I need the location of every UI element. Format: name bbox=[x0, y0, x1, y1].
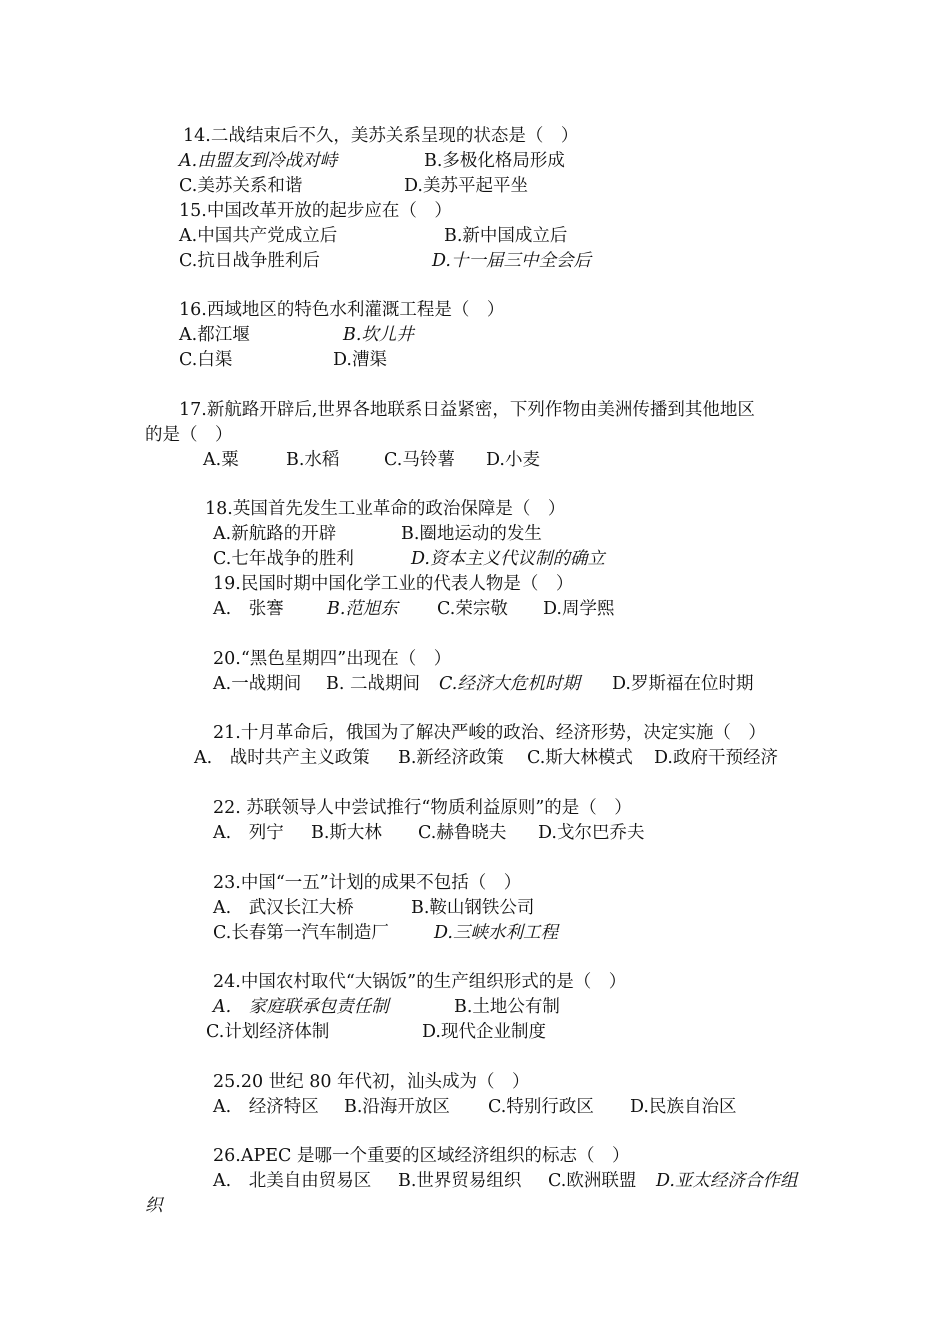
question-17-stem-line-1: 17.新航路开辟后,世界各地联系日益紧密，下列作物由美洲传播到其他地区 bbox=[179, 400, 755, 420]
question-21-stem: 21.十月革命后，俄国为了解决严峻的政治、经济形势，决定实施（ ） bbox=[213, 723, 766, 743]
question-18-option-a: A.新航路的开辟 bbox=[213, 524, 337, 544]
question-24-option-d: D.现代企业制度 bbox=[422, 1022, 546, 1042]
question-25-option-d: D.民族自治区 bbox=[630, 1097, 737, 1117]
question-16-option-b: B.坎儿井 bbox=[343, 325, 414, 345]
question-26-stem: 26.APEC 是哪一个重要的区域经济组织的标志（ ） bbox=[213, 1146, 630, 1166]
question-24-stem: 24.中国农村取代“大锅饭”的生产组织形式的是（ ） bbox=[213, 972, 627, 992]
question-17-stem-line-2: 的是（ ） bbox=[145, 425, 233, 445]
question-20-stem: 20.“黑色星期四”出现在（ ） bbox=[213, 649, 452, 669]
question-18-option-b: B.圈地运动的发生 bbox=[401, 524, 542, 544]
question-17-option-c: C.马铃薯 bbox=[384, 450, 455, 470]
question-20-option-a: A.一战期间 bbox=[213, 674, 302, 694]
question-20-option-d: D.罗斯福在位时期 bbox=[612, 674, 754, 694]
question-22-stem: 22. 苏联领导人中尝试推行“物质利益原则”的是（ ） bbox=[213, 798, 632, 818]
question-23-option-a: A. 武汉长江大桥 bbox=[213, 898, 354, 918]
question-23-option-c: C.长春第一汽车制造厂 bbox=[213, 923, 389, 943]
question-26-option-b: B.世界贸易组织 bbox=[398, 1171, 522, 1191]
question-22-option-a: A. 列宁 bbox=[213, 823, 284, 843]
question-16-stem: 16.西域地区的特色水利灌溉工程是（ ） bbox=[179, 300, 505, 320]
question-20-option-b: B. 二战期间 bbox=[326, 674, 420, 694]
question-17-option-a: A.粟 bbox=[203, 450, 239, 470]
question-15-option-b: B.新中国成立后 bbox=[444, 226, 568, 246]
question-25-option-a: A. 经济特区 bbox=[213, 1097, 319, 1117]
question-15-option-d: D.十一届三中全会后 bbox=[432, 251, 591, 271]
question-17-option-d: D.小麦 bbox=[486, 450, 540, 470]
question-21-option-d: D.政府干预经济 bbox=[654, 748, 778, 768]
question-19-stem: 19.民国时期中国化学工业的代表人物是（ ） bbox=[213, 574, 574, 594]
question-25-stem: 25.20 世纪 80 年代初，汕头成为（ ） bbox=[213, 1072, 530, 1092]
question-26-option-d-wrap: 织 bbox=[145, 1196, 163, 1216]
question-19-option-c: C.荣宗敬 bbox=[437, 599, 508, 619]
question-18-stem: 18.英国首先发生工业革命的政治保障是（ ） bbox=[205, 499, 566, 519]
question-21-option-c: C.斯大林模式 bbox=[527, 748, 633, 768]
question-22-option-b: B.斯大林 bbox=[311, 823, 382, 843]
question-24-option-b: B.土地公有制 bbox=[454, 997, 560, 1017]
question-26-option-d: D.亚太经济合作组 bbox=[656, 1171, 798, 1191]
question-17-option-b: B.水稻 bbox=[286, 450, 340, 470]
question-21-option-a: A. 战时共产主义政策 bbox=[194, 748, 370, 768]
question-18-option-d: D.资本主义代议制的确立 bbox=[411, 549, 605, 569]
question-25-option-c: C.特别行政区 bbox=[488, 1097, 594, 1117]
question-25-option-b: B.沿海开放区 bbox=[344, 1097, 450, 1117]
question-15-option-c: C.抗日战争胜利后 bbox=[179, 251, 320, 271]
question-15-option-a: A.中国共产党成立后 bbox=[179, 226, 338, 246]
question-24-option-a: A. 家庭联承包责任制 bbox=[213, 997, 389, 1017]
question-14-option-d: D.美苏平起平坐 bbox=[404, 176, 528, 196]
question-26-option-c: C.欧洲联盟 bbox=[548, 1171, 637, 1191]
question-19-option-a: A. 张謇 bbox=[213, 599, 284, 619]
question-23-option-d: D.三峡水利工程 bbox=[434, 923, 558, 943]
question-26-option-a: A. 北美自由贸易区 bbox=[213, 1171, 372, 1191]
question-22-option-c: C.赫鲁晓夫 bbox=[418, 823, 507, 843]
question-19-option-d: D.周学熙 bbox=[543, 599, 615, 619]
question-15-stem: 15.中国改革开放的起步应在（ ） bbox=[179, 201, 452, 221]
question-14-option-b: B.多极化格局形成 bbox=[424, 151, 565, 171]
question-14-option-a: A.由盟友到冷战对峙 bbox=[179, 151, 338, 171]
question-21-option-b: B.新经济政策 bbox=[398, 748, 504, 768]
question-22-option-d: D.戈尔巴乔夫 bbox=[538, 823, 645, 843]
question-24-option-c: C.计划经济体制 bbox=[206, 1022, 330, 1042]
question-16-option-c: C.白渠 bbox=[179, 350, 233, 370]
question-16-option-d: D.漕渠 bbox=[333, 350, 387, 370]
question-20-option-c: C.经济大危机时期 bbox=[439, 674, 580, 694]
question-16-option-a: A.都江堰 bbox=[179, 325, 250, 345]
question-23-option-b: B.鞍山钢铁公司 bbox=[411, 898, 535, 918]
question-23-stem: 23.中国“一五”计划的成果不包括（ ） bbox=[213, 873, 522, 893]
question-18-option-c: C.七年战争的胜利 bbox=[213, 549, 354, 569]
question-14-option-c: C.美苏关系和谐 bbox=[179, 176, 303, 196]
question-19-option-b: B.范旭东 bbox=[327, 599, 398, 619]
question-14-stem: 14.二战结束后不久，美苏关系呈现的状态是（ ） bbox=[183, 126, 579, 146]
